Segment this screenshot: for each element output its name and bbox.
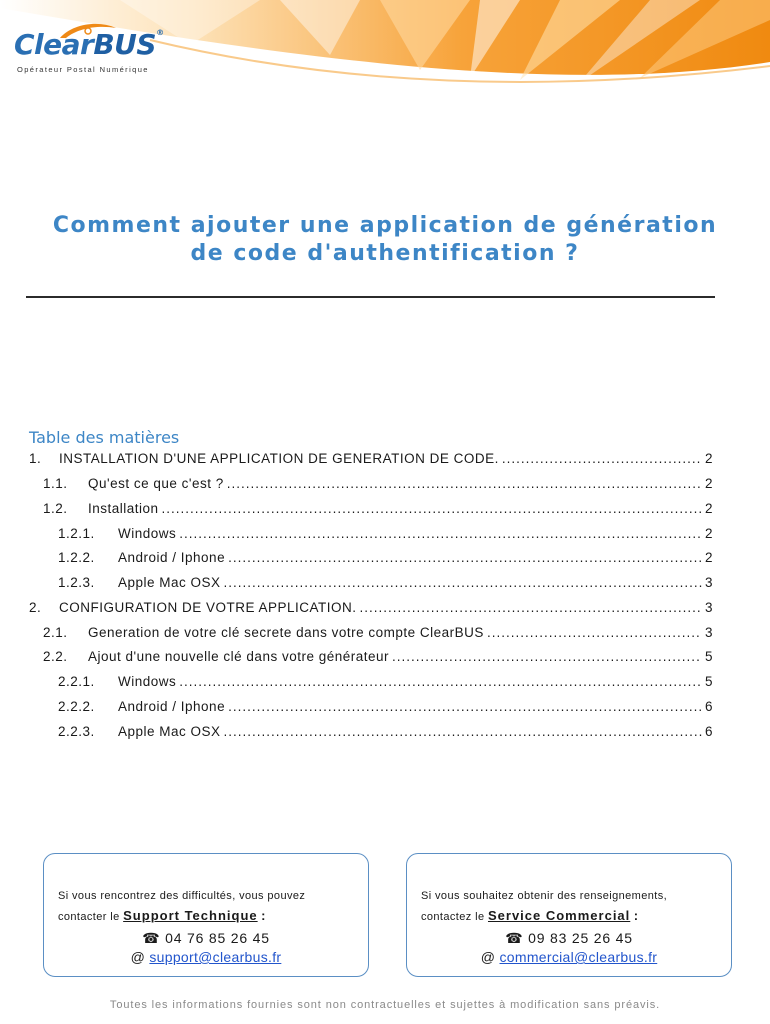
document-title-line2: de code d'authentification ? — [190, 241, 580, 266]
toc-entry-title: Windows — [118, 674, 177, 689]
toc-entry-number: 1.2.3. — [58, 575, 95, 590]
support-intro — [58, 886, 305, 927]
support-phone — [44, 930, 368, 947]
toc-entry-page: 6 — [704, 724, 713, 739]
phone-icon: ☎ — [142, 930, 161, 946]
toc-entry[interactable] — [29, 550, 713, 570]
toc-entry[interactable] — [29, 625, 713, 645]
toc-entry-number: 2.2. — [43, 649, 68, 664]
toc-entry-number: 1.2.2. — [58, 550, 95, 565]
toc-entry[interactable] — [29, 575, 713, 595]
toc-entry-page: 2 — [704, 526, 713, 541]
toc-leader-dots — [228, 699, 702, 714]
toc-entry-title: Generation de votre clé secrete dans votre compte ClearBUS — [88, 625, 484, 640]
toc-entry[interactable] — [29, 476, 713, 496]
toc-leader-dots — [228, 550, 702, 565]
toc-entry-page: 2 — [704, 451, 713, 466]
toc-entry[interactable] — [29, 451, 713, 471]
toc-entry-title: Installation — [88, 501, 159, 516]
toc-entry-title: Android / Iphone — [118, 699, 226, 714]
toc-leader-dots — [224, 724, 702, 739]
toc-entry-page: 3 — [704, 600, 713, 615]
logo-wordmark: ClearBUS® — [14, 28, 164, 61]
toc-entry-title: CONFIGURATION DE VOTRE APPLICATION. — [59, 600, 357, 615]
toc-entry-number: 1.2. — [43, 501, 68, 516]
commercial-intro — [421, 886, 667, 927]
commercial-contact-box — [406, 853, 732, 977]
support-intro-line1: Si vous rencontrez des difficultés, vous pouvez — [58, 890, 306, 902]
toc-entry-page: 3 — [704, 575, 713, 590]
commercial-intro-prefix: contactez le — [421, 911, 485, 923]
toc-entry-title: Apple Mac OSX — [118, 575, 221, 590]
footer-disclaimer: Toutes les informations fournies sont non contractuelles et sujettes à modification sans préavis. — [109, 999, 661, 1011]
toc-entry-page: 2 — [704, 501, 713, 516]
toc-leader-dots — [227, 476, 702, 491]
toc-entry[interactable] — [29, 699, 713, 719]
toc-entry-number: 2.1. — [43, 625, 68, 640]
toc-leader-dots — [162, 501, 702, 516]
toc-entry-title: Windows — [118, 526, 177, 541]
commercial-email-link[interactable]: commercial@clearbus.fr — [499, 949, 658, 965]
toc-entry-page: 6 — [704, 699, 713, 714]
toc-leader-dots — [360, 600, 702, 615]
commercial-email — [407, 949, 731, 965]
toc-entry-number: 2.2.2. — [58, 699, 95, 714]
toc-entry-number: 1.2.1. — [58, 526, 95, 541]
toc-entry-number: 1.1. — [43, 476, 68, 491]
at-icon: @ — [130, 949, 146, 965]
clearbus-logo — [14, 22, 194, 78]
toc-leader-dots — [224, 575, 702, 590]
toc-entry-page: 5 — [704, 674, 713, 689]
toc-entry-title: Android / Iphone — [118, 550, 226, 565]
toc-entry-title: Apple Mac OSX — [118, 724, 221, 739]
toc-entry-page: 2 — [704, 550, 713, 565]
title-divider — [26, 296, 715, 298]
toc-entry-number: 1. — [29, 451, 42, 466]
document-title-line1: Comment ajouter une application de génération — [52, 213, 718, 238]
toc-leader-dots — [502, 451, 702, 466]
toc-entry-page: 3 — [704, 625, 713, 640]
at-icon: @ — [480, 949, 496, 965]
toc-entry-number: 2. — [29, 600, 42, 615]
support-email — [44, 949, 368, 965]
toc-leader-dots — [179, 674, 702, 689]
commercial-intro-line1: Si vous souhaitez obtenir des renseignements, — [421, 890, 668, 902]
service-commercial-link[interactable]: Service Commercial — [487, 908, 631, 923]
logo-tagline: Opérateur Postal Numérique — [17, 65, 149, 74]
support-contact-box — [43, 853, 369, 977]
commercial-phone-number: 09 83 25 26 45 — [528, 930, 633, 946]
commercial-phone — [407, 930, 731, 947]
toc-entry[interactable] — [29, 526, 713, 546]
toc-entry-title: Ajout d'une nouvelle clé dans votre générateur — [88, 649, 390, 664]
commercial-link-colon: : — [633, 908, 640, 923]
toc-entry[interactable] — [29, 600, 713, 620]
toc-entry[interactable] — [29, 724, 713, 744]
toc-entry-number: 2.2.1. — [58, 674, 95, 689]
toc-entry-title: Qu'est ce que c'est ? — [88, 476, 224, 491]
toc-heading: Table des matières — [29, 428, 180, 447]
support-intro-prefix: contacter le — [58, 911, 120, 923]
document-title — [30, 212, 740, 268]
toc-leader-dots — [392, 649, 702, 664]
toc-entry[interactable] — [29, 501, 713, 521]
support-email-link[interactable]: support@clearbus.fr — [149, 949, 282, 965]
toc-entry-page: 2 — [704, 476, 713, 491]
toc-entry[interactable] — [29, 649, 713, 669]
toc-entry[interactable] — [29, 674, 713, 694]
toc-entry-number: 2.2.3. — [58, 724, 95, 739]
support-link-colon: : — [261, 908, 267, 923]
support-technique-link[interactable]: Support Technique — [123, 908, 258, 923]
toc-leader-dots — [487, 625, 702, 640]
support-phone-number: 04 76 85 26 45 — [165, 930, 270, 946]
toc-entry-page: 5 — [704, 649, 713, 664]
toc-leader-dots — [179, 526, 702, 541]
toc-entry-title: INSTALLATION D'UNE APPLICATION DE GENERATION DE CODE. — [59, 451, 499, 466]
phone-icon: ☎ — [505, 930, 524, 946]
